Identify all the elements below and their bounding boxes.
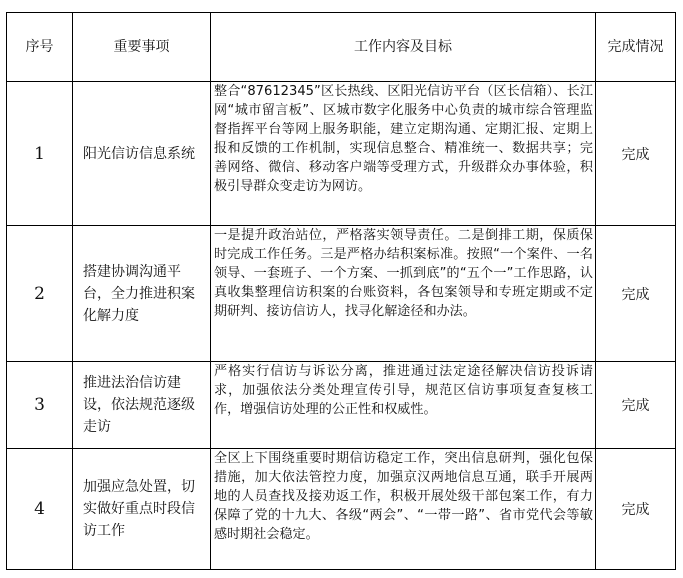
row-number: 1 [7,82,73,226]
row-number: 2 [7,226,73,362]
header-item: 重要事项 [73,13,211,82]
row-item: 加强应急处置，切实做好重点时段信访工作 [73,449,211,570]
row-item: 推进法治信访建设，依法规范逐级走访 [73,362,211,449]
row-item: 搭建协调沟通平台，全力推进积案化解力度 [73,226,211,362]
row-content: 全区上下围绕重要时期信访稳定工作，突出信息研判，强化包保措施，加大依法管控力度，加强京汉两地信息互通，联手开展两地的人员查找及接劝返工作，积极开展处级干部包案工作，有力保障了党的十九大、各级“两会”、“一带一路”、省市党代会等敏感时期社会稳定。 [211,449,596,570]
table-row [7,82,676,226]
table-row [7,226,676,362]
table-header-row [7,13,676,82]
row-number: 3 [7,362,73,449]
row-content: 整合“87612345”区长热线、区阳光信访平台（区长信箱）、长江网“城市留言板”、区城市数字化服务中心负责的城市综合管理监督指挥平台等网上服务职能，建立定期沟通、定期汇报、定期上报和反馈的工作机制，实现信息整合、精准统一、数据共享；完善网络、微信、移动客户端等受理方式，升级群众办事体验，积极引导群众变走访为网访。 [211,82,596,226]
row-status: 完成 [596,449,676,570]
row-content: 严格实行信访与诉讼分离，推进通过法定途径解决信访投诉请求，加强依法分类处理宣传引导，规范区信访事项复查复核工作，增强信访处理的公正性和权威性。 [211,362,596,449]
row-content: 一是提升政治站位，严格落实领导责任。二是倒排工期，保质保时完成工作任务。三是严格办结积案标准。按照“一个案件、一名领导、一套班子、一个方案、一抓到底”的“五个一”工作思路，认真收集整理信访积案的台账资料，各包案领导和专班定期或不定期研判、接访信访人，找寻化解途径和办法。 [211,226,596,362]
row-status: 完成 [596,226,676,362]
header-content: 工作内容及目标 [211,13,596,82]
header-no: 序号 [7,13,73,82]
row-number: 4 [7,449,73,570]
row-status: 完成 [596,82,676,226]
table-row [7,449,676,570]
work-table [6,12,676,570]
row-item: 阳光信访信息系统 [73,82,211,226]
table-row [7,362,676,449]
row-status: 完成 [596,362,676,449]
header-status: 完成情况 [596,13,676,82]
